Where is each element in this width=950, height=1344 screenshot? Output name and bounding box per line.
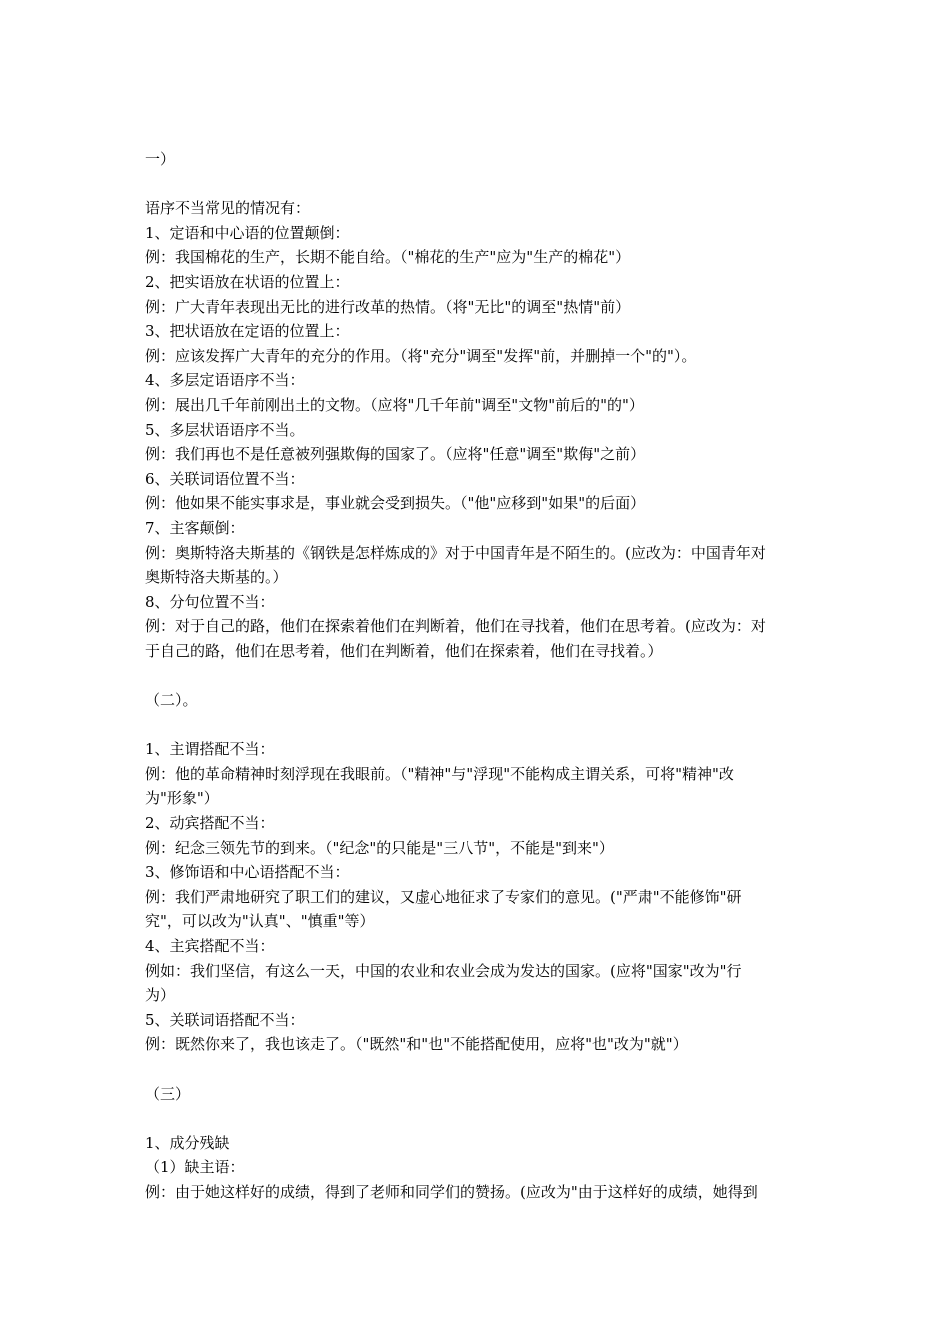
- text-line: 2、把实语放在状语的位置上：: [145, 272, 350, 291]
- text-line: 例：既然你来了，我也该走了。（"既然"和"也"不能搭配使用，应将"也"改为"就"）: [145, 1035, 688, 1054]
- text-line: 1、成分残缺: [145, 1133, 230, 1152]
- text-line: 语序不当常见的情况有：: [145, 199, 311, 218]
- text-line: 例：纪念三领先节的到来。（"纪念"的只能是"三八节"，不能是"到来"）: [145, 838, 614, 857]
- text-line: 4、多层定语语序不当：: [145, 371, 305, 390]
- heading-gap: [145, 172, 815, 197]
- text-line: 8、分句位置不当：: [145, 592, 275, 611]
- text-line: 7、主客颠倒：: [145, 518, 245, 537]
- text-line: 例：对于自己的路，他们在探索着他们在判断着，他们在寻找着，他们在思考着。(应改为：对: [145, 617, 766, 636]
- section-heading: （二）。: [145, 691, 198, 710]
- text-line: 例：广大青年表现出无比的进行改革的热情。（将"无比"的调至"热情"前）: [145, 297, 631, 316]
- text-line: 于自己的路，他们在思考着，他们在判断着，他们在探索着，他们在寻找着。）: [145, 641, 663, 660]
- text-line: 3、修饰语和中心语搭配不当：: [145, 863, 350, 882]
- text-line: 5、关联词语搭配不当：: [145, 1010, 305, 1029]
- text-line: 1、定语和中心语的位置颠倒：: [145, 223, 350, 242]
- text-line: 例：展出几千年前刚出土的文物。（应将"几千年前"调至"文物"前后的"的"）: [145, 395, 644, 414]
- text-line: 例：我们再也不是任意被列强欺侮的国家了。（应将"任意"调至"欺侮"之前）: [145, 445, 646, 464]
- text-line: 1、主谓搭配不当：: [145, 740, 275, 759]
- section-gap: [145, 1057, 815, 1082]
- text-line: （1）缺主语：: [145, 1158, 245, 1177]
- text-line: 例：我们严肃地研究了职工们的建议，又虚心地征求了专家们的意见。("严肃"不能修饰"研: [145, 887, 742, 906]
- text-line: 为"形象"）: [145, 789, 219, 808]
- text-line: 奥斯特洛夫斯基的。）: [145, 568, 288, 587]
- document-page: [145, 147, 815, 1205]
- text-line: 例：他如果不能实事求是，事业就会受到损失。（"他"应移到"如果"的后面）: [145, 494, 646, 513]
- text-line: 5、多层状语语序不当。: [145, 420, 305, 439]
- text-line: 究"，可以改为"认真"、"慎重"等）: [145, 912, 375, 931]
- text-line: 为）: [145, 986, 176, 1005]
- text-line: 例：应该发挥广大青年的充分的作用。（将"充分"调至"发挥"前，并删掉一个"的"）。: [145, 346, 697, 365]
- section-heading: 一）: [145, 150, 176, 168]
- heading-gap: [145, 1106, 815, 1131]
- section-gap: [145, 663, 815, 688]
- text-line: 2、动宾搭配不当：: [145, 814, 275, 833]
- text-line: 例：我国棉花的生产，长期不能自给。（"棉花的生产"应为"生产的棉花"）: [145, 248, 631, 267]
- text-line: 4、主宾搭配不当：: [145, 937, 275, 955]
- text-line: 例如：我们坚信，有这么一天，中国的农业和农业会成为发达的国家。(应将"国家"改为"行: [145, 961, 742, 980]
- heading-gap: [145, 713, 815, 738]
- text-line: 6、关联词语位置不当：: [145, 469, 305, 488]
- text-line: 例：奥斯特洛夫斯基的《钢铁是怎样炼成的》对于中国青年是不陌生的。(应改为：中国青年对: [145, 543, 766, 562]
- section-heading: （三）: [145, 1084, 191, 1103]
- text-line: 例：他的革命精神时刻浮现在我眼前。（"精神"与"浮现"不能构成主谓关系，可将"精神"改: [145, 764, 734, 783]
- text-line: 例：由于她这样好的成绩，得到了老师和同学们的赞扬。(应改为"由于这样好的成绩，她得到: [145, 1182, 758, 1201]
- text-line: 3、把状语放在定语的位置上：: [145, 322, 350, 341]
